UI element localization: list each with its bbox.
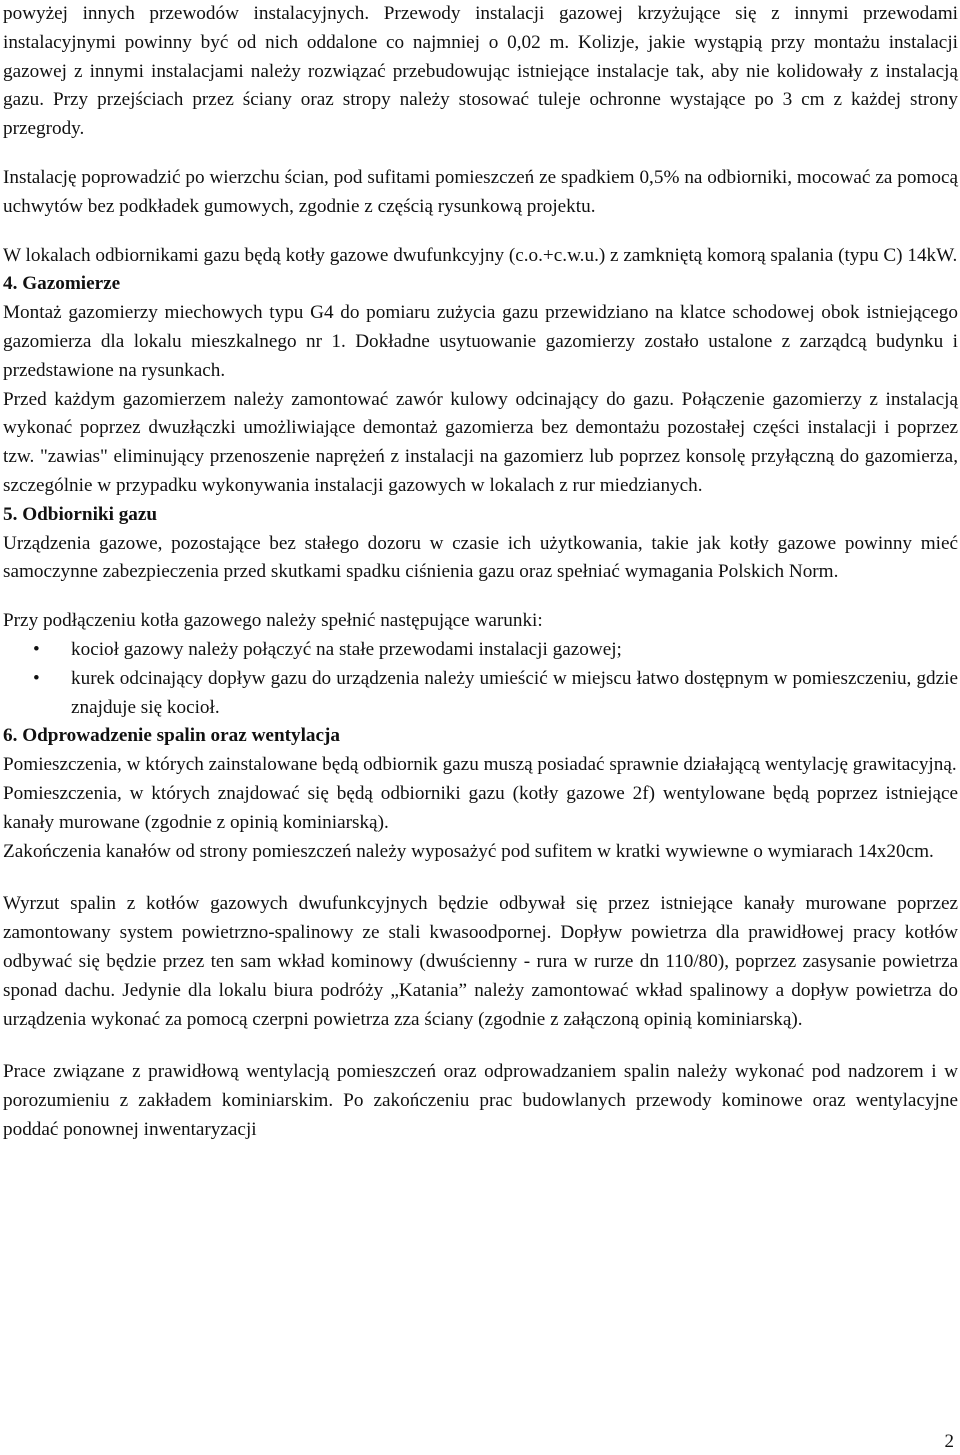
paragraph-boiler-type: W lokalach odbiornikami gazu będą kotły gazowe dwufunkcyjny (c.o.+c.w.u.) z zamkniętą komorą spalania (typu C) 14kW. (3, 244, 958, 266)
list-item-text: kurek odcinający dopływ gazu do urządzenia należy umieścić w miejscu łatwo dostępnym w pomieszczeniu, gdzie znajduje się kocioł. (71, 667, 958, 718)
paragraph-gas-meter-valve: Przed każdym gazomierzem należy zamontować zawór kulowy odcinający do gazu. Połączenie gazomierzy z instalacją wykonać poprzez dwuzłączki umożliwiające demontaż gazomierza bez demontażu pozostałej części instalacji i poprzez tzw. "zawias" eliminujący przenoszenie naprężeń z instalacji na gazomierz lub poprzez konsolę przyłączną do gazomierza, szczególnie w przypadku wykonywania instalacji gazowych w lokalach z rur miedzianych. (3, 388, 958, 496)
section-number: 4. (3, 273, 18, 295)
bullet-icon: • (33, 667, 40, 689)
bullet-icon: • (33, 638, 40, 660)
paragraph-ventilation-channels: Pomieszczenia, w których znajdować się będą odbiorniki gazu (kotły gazowe 2f) wentylowane będą poprzez istniejące kanały murowane (zgodnie z opinią kominiarską). (3, 782, 958, 833)
list-item (3, 665, 958, 723)
paragraph-appliance-safety: Urządzenia gazowe, pozostające bez stałego dozoru w czasie ich użytkowania, takie jak kotły gazowe powinny mieć samoczynne zabezpieczenia przed skutkami spadku ciśnienia gazu oraz spełniać wymagania Polskich Norm. (3, 532, 958, 583)
paragraph-chimney-works: Prace związane z prawidłową wentylacją pomieszczeń oraz odprowadzaniem spalin należy wykonać pod nadzorem i w porozumieniu z zakładem kominiarskim. Po zakończeniu prac budowlanych przewody kominowe oraz wentylacyjne poddać ponownej inwentaryzacji (3, 1061, 958, 1140)
list-item (3, 636, 958, 665)
paragraph-gravity-ventilation: Pomieszczenia, w których zainstalowane będą odbiornik gazu muszą posiadać sprawnie działającą wentylację grawitacyjną. (3, 754, 957, 776)
section-heading-flue-ventilation (3, 722, 958, 751)
section-heading-gas-appliances (3, 501, 958, 530)
paragraph-flue-gas-exhaust: Wyrzut spalin z kotłów gazowych dwufunkcyjnych będzie odbywał się przez istniejące kanały murowane poprzez zamontowany system powietrzno-spalinowy ze stali kwasoodpornej. Dopływ powietrza dla prawidłowej pracy kotłów odbywać się będzie przez ten sam wkład kominowy (dwuścienny - rura w rurze dn 110/80), poprzez zasysanie powietrza sponad dachu. Jedynie dla lokalu biura podróży „Katania” należy zamontować wkład spalinowy a dopływ powietrza do urządzenia wykonać za pomocą czerpni powietrza zza ściany (zgodnie z załączoną opinią kominiarską). (3, 893, 958, 1030)
paragraph-exhaust-grilles: Zakończenia kanałów od strony pomieszczeń należy wyposażyć pod sufitem w kratki wywiewne o wymiarach 14x20cm. (3, 840, 934, 862)
page-number: 2 (944, 1431, 954, 1452)
document-page (3, 0, 958, 1145)
section-number: 6. (3, 725, 18, 747)
list-item-text: kocioł gazowy należy połączyć na stałe przewodami instalacji gazowej; (71, 638, 622, 660)
paragraph-boiler-conditions: Przy podłączeniu kotła gazowego należy spełnić następujące warunki: (3, 610, 543, 632)
conditions-list (3, 636, 958, 722)
section-title: Odprowadzenie spalin oraz wentylacja (22, 725, 341, 747)
paragraph-gas-meter-mounting: Montaż gazomierzy miechowych typu G4 do pomiaru zużycia gazu przewidziano na klatce schodowej obok istniejącego gazomierza dla lokalu mieszkalnego nr 1. Dokładne usytuowanie gazomierzy zostało ustalone z zarządcą budynku i przedstawione na rysunkach. (3, 302, 958, 381)
section-number: 5. (3, 503, 18, 525)
section-title: Gazomierze (22, 273, 121, 295)
paragraph-installation-routing: Instalację poprowadzić po wierzchu ścian, pod sufitami pomieszczeń ze spadkiem 0,5% na odbiorniki, mocować za pomocą uchwytów bez podkładek gumowych, zgodnie z częścią rysunkową projektu. (3, 166, 958, 217)
section-heading-gas-meters (3, 270, 958, 299)
section-title: Odbiorniki gazu (22, 503, 158, 525)
paragraph-gas-pipe-clearance: powyżej innych przewodów instalacyjnych. Przewody instalacji gazowej krzyżujące się z innymi przewodami instalacyjnymi powinny być od nich oddalone co najmniej o 0,02 m. Kolizje, jakie wystąpią przy montażu instalacji gazowej z innymi instalacjami należy rozwiązać przebudowując istniejące instalacje tak, aby nie kolidowały z instalacją gazu. Przy przejściach przez ściany oraz stropy należy stosować tuleje ochronne wystające po 3 cm z każdej strony przegrody. (3, 3, 958, 140)
